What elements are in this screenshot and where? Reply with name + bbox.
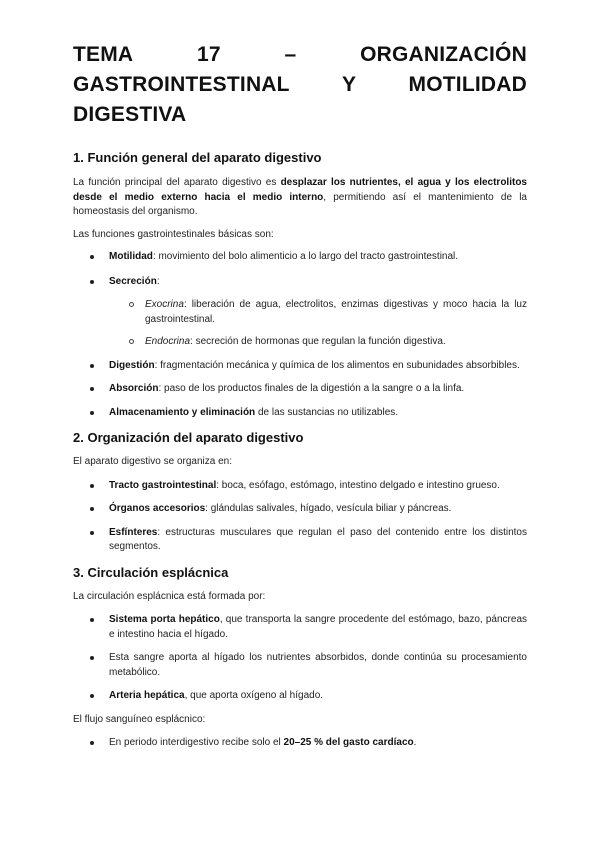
term: Exocrina xyxy=(145,299,184,310)
text: : glándulas salivales, hígado, vesícula biliar y páncreas. xyxy=(205,503,452,514)
list-item-arteria xyxy=(73,689,527,704)
title-line-1 xyxy=(73,40,527,70)
text: : xyxy=(156,275,160,287)
term: Digestión xyxy=(109,359,155,371)
circle-bullet-icon xyxy=(129,302,134,307)
text: : boca, esófago, estómago, intestino delgado e intestino grueso. xyxy=(216,479,500,491)
title-word: MOTILIDAD xyxy=(408,73,527,96)
title-word: – xyxy=(284,43,297,66)
bullet-icon xyxy=(90,656,94,660)
bullet-icon xyxy=(90,694,94,698)
text: : secreción de hormonas que regulan la función digestiva. xyxy=(190,336,446,347)
list-item-absorcion xyxy=(73,382,527,397)
sublist-item-exocrina xyxy=(73,298,527,327)
term: Sistema porta hepático xyxy=(109,614,220,625)
bullet-icon xyxy=(90,618,94,622)
title-word: TEMA xyxy=(73,43,134,66)
text: , que transporta la sangre procedente del estómago, bazo, páncreas e intestino hacia el hígado. xyxy=(109,614,528,640)
circle-bullet-icon xyxy=(129,339,134,344)
title-line-2 xyxy=(73,70,527,100)
term: Tracto gastrointestinal xyxy=(109,479,217,491)
sublist-item-endocrina xyxy=(73,335,527,350)
bold-text: desplazar los nutrientes, el agua y los electrolitos desde el medio externo hacia el medio interno xyxy=(73,177,527,203)
text: , permitiendo así el mantenimiento de la homeostasis del organismo. xyxy=(73,191,527,217)
section-heading-1: 1. Función general del aparato digestivo xyxy=(73,150,322,165)
term: Órganos accesorios xyxy=(109,503,206,514)
document-title xyxy=(73,40,527,130)
list-item-tracto xyxy=(73,479,527,494)
document-page xyxy=(73,40,527,751)
bullet-icon xyxy=(90,364,94,368)
list-item-porta xyxy=(73,613,527,642)
text: de las sustancias no utilizables. xyxy=(255,406,399,418)
list-item-periodo xyxy=(73,736,527,751)
text: , que aporta oxígeno al hígado. xyxy=(184,690,324,701)
s2-lead: El aparato digestivo se organiza en: xyxy=(73,456,232,467)
text: Esta sangre aporta al hígado los nutrientes absorbidos, donde continúa su procesamiento metabólico. xyxy=(109,652,527,678)
text: La función principal del aparato digestivo es xyxy=(73,177,281,188)
text: . xyxy=(413,737,417,748)
text: : fragmentación mecánica y química de los alimentos en subunidades absorbibles. xyxy=(154,359,520,371)
text: : movimiento del bolo alimenticio a lo largo del tracto gastrointestinal. xyxy=(152,251,459,262)
list-item-motilidad xyxy=(73,250,527,265)
title-word: ORGANIZACIÓN xyxy=(360,43,527,66)
section-heading-3: 3. Circulación esplácnica xyxy=(73,564,229,580)
title-word: Y xyxy=(342,73,357,96)
list-item-aporta xyxy=(73,651,527,680)
text: : estructuras musculares que regulan el paso del contenido entre los distintos segmentos. xyxy=(109,526,527,552)
list-item-almacenamiento xyxy=(73,406,527,421)
text: : liberación de agua, electrolitos, enzimas digestivas y moco hacia la luz gastrointestinal. xyxy=(145,299,527,325)
term: Secreción xyxy=(109,275,157,287)
text: En periodo interdigestivo recibe solo el xyxy=(109,737,284,748)
s1-intro-paragraph xyxy=(73,176,527,220)
bold-text: 20–25 % del gasto cardíaco xyxy=(283,737,414,748)
section-heading-2: 2. Organización del aparato digestivo xyxy=(73,430,304,445)
term: Motilidad xyxy=(109,251,153,262)
text: : paso de los productos finales de la digestión a la sangre o a la linfa. xyxy=(158,383,465,394)
s3-flujo: El flujo sanguíneo esplácnico: xyxy=(73,713,206,725)
title-word: GASTROINTESTINAL xyxy=(73,73,290,96)
bullet-icon xyxy=(90,387,94,391)
list-item-secrecion xyxy=(73,275,527,290)
term: Arteria hepática xyxy=(109,690,185,701)
bullet-icon xyxy=(90,507,94,511)
term: Esfínteres xyxy=(109,526,158,538)
list-item-digestion xyxy=(73,359,527,374)
term: Endocrina xyxy=(145,336,191,347)
bullet-icon xyxy=(90,280,94,284)
bullet-icon xyxy=(90,255,94,259)
list-item-organos xyxy=(73,502,527,517)
bullet-icon xyxy=(90,484,94,488)
bullet-icon xyxy=(90,741,94,745)
list-item-esfinteres xyxy=(73,526,527,555)
bullet-icon xyxy=(90,531,94,535)
title-line-3: DIGESTIVA xyxy=(73,103,187,126)
title-word: 17 xyxy=(197,43,221,66)
bullet-icon xyxy=(90,411,94,415)
term: Absorción xyxy=(109,383,159,394)
s3-lead: La circulación esplácnica está formada por: xyxy=(73,590,266,602)
term: Almacenamiento y eliminación xyxy=(109,406,256,418)
s1-lead: Las funciones gastrointestinales básicas son: xyxy=(73,228,274,240)
